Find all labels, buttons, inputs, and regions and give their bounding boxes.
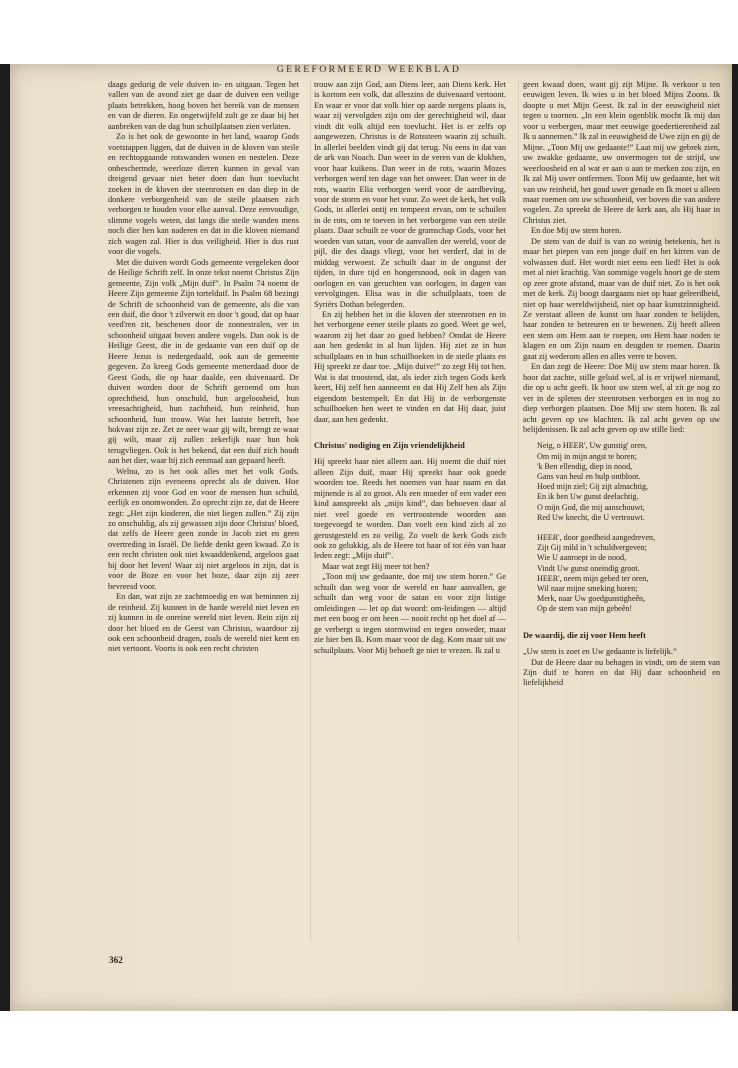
paragraph: Zo is het ook de gewoonte in het land, waarop Gods voetstappen liggen, dat de duiven in de kloven van steile en rechtopgaande rotswanden wonen en nestelen. Deze onbeschermde, weerloze dieren kunnen in geval van dreigend gevaar niet beter doen dan hun toevlucht zoeken in de kloven der steenrotsen en dan diep in de donkere verborgenheid van de steile plaatsen zich verborgen te houden voor elke aanval. Deze eenvoudige, slimme vogels weten, dat langs die steile wanden mens noch dier hen kan naderen en dat in die kloven niemand zich wagen zal. Hier is dus veiligheid. Hier is dus rust voor die vogels. <box>108 132 299 257</box>
verse-line: 'k Ben ellendig, diep in nood, <box>537 461 633 471</box>
verse-line: Red Uw knecht, die U vertrouwt. <box>537 512 645 522</box>
running-header: GEREFORMEERD WEEKBLAD <box>276 64 462 75</box>
verse-line: Zijt Gij mild in 't schuldvergeven; <box>537 543 647 553</box>
article-column-2 <box>314 80 506 950</box>
paragraph: „Toon mij uw gedaante, doe mij uw stem horen.” Ge schuilt dan weg voor de wereld en haar aanvallen, ge schuilt dan weg voor de satan en voor zijn listige omleidingen — let op dat woord: om-leidingen — altijd met een boog er om heen — nooit recht op het doel af — ge verbergt u tegen stormwind en tegen onweder, maar zie hier ben Ik. Kom maar voor de dag. Kom maar uit uw schuilplaats. Voor Mij behoeft ge niet te vrezen. Ik zal u <box>314 572 506 655</box>
paragraph: Welnu, zo is het ook alles met het volk Gods. Christenen zijn eveneens oprecht als de duiven. Hoe erkennen zij voor God en voor de mensen hun schuld, eerlijk en onomwonden. Zo oprecht zijn ze, dat de Heere zegt: „Het zijn kinderen, die niet liegen zullen.” Zij zijn zo onschuldig, als zij gewassen zijn door Christus' bloed, dat zelfs de Heere geen zonde in Jacob ziet en geen overtreding in Israël. De liefde denkt geen kwaad. Zo is een recht christen ook niet kwaaddenkend, argeloos gaat hij door het leven! Waar zij niet argeloos in zijn, dat is voor de Boze en voor het boze, daar zijn zij zeer bevreesd voor. <box>108 466 299 591</box>
paragraph: „Uw stem is zoet en Uw gedaante is liefelijk.” <box>523 647 677 657</box>
verse-line: Hoed mijn ziel; Gij zijt almachtig, <box>537 482 649 492</box>
column-divider <box>310 80 311 940</box>
paragraph: daags gedurig de vele duiven in- en uitgaan. Tegen het vallen van de avond ziet ge daar de duiven een veilige plaats betrekken, hoog boven het bereik van de mensen en van de dieren. En ongetwijfeld zult ge ze daar bij het aanbreken van de dag hun schuilplaatsen zien verlaten. <box>108 80 299 131</box>
paragraph: Dat de Heere daar nu behagen in vindt, om de stem van Zijn duif te horen en dat Hij daar schoonheid en liefelijkheid <box>523 657 720 688</box>
paragraph: trouw aan zijn God, aan Diens leer, aan Diens kerk. Het is kortom een volk, dat alleszins de duivenaard vertoont. En waar er voor dat volk hier op aarde nergens plaats is, waar zij vervolgden zijn om der gerechtigheid wil, daar vindt dit volk altijd een toevlucht. Het is er zelfs op aangewezen. Christus is de Rotssteen waarin zij schuilt. In allerlei beelden vindt gij dat terug. Nu eens in dat van de ark van Noach. Dan weer in de veren van de klokhen, voor haar kuikens. Dan weer in de rots, waarin Mozes verborgen werd ten dage van het onweer. Dan weer in de rots, waarin Elia verborgen werd voor de aardbeving, voor de storm en voor het vuur. Zo weet de kerk, het volk Gods, in allerlei ontij en tempeest ervan, om te schuilen in de rots, om te toeven in het verborgene van een steile plaats. Daar schuilt ze voor de gramschap Gods, voor het woeden van satan, voor de aanvallen der wereld, voor de pijl, die des daags vliegt, voor het verderf, dat in de middag verwoest. Ze schuilt daar in de ongunst der tijden, in dure tijd en hongersnood, ook in dagen van oorlogen en van geruchten van oorlogen, in dagen van vervolgingen. Elisa was in die schuilplaats, toen de Syriërs Dothan belegerden. <box>314 80 506 309</box>
stanza-gap <box>537 523 720 533</box>
page-number: 362 <box>109 956 123 966</box>
psalm-verse <box>537 441 720 614</box>
verse-line: Op de stem van mijn gebeên! <box>537 604 633 614</box>
paragraph: Hij spreekt haar niet alleen aan. Hij noemt die duif niet alleen Zijn duif, maar Hij spreekt haar ook goede woorden toe. Reeds het noemen van haar naam en dat mijnende is al zo groot. Als een moeder of een vader een kind aanspreekt als „mijn kind”, dan behoeven daar al niet veel goede en vertroostende woorden aan toegevoegd te worden. Dan voelt een kind zich al zo gerustgesteld en zo veilig. Zo voelt de kerk Gods zich ook zo gelukkig, als de Heere tot haar of tot één van haar leden zegt: „Mijn duif”. <box>314 457 506 561</box>
paragraph: En doe Mij uw stem horen. <box>531 226 622 236</box>
paragraph: En zij hebben het in die kloven der steenrotsen en in het verborgene eener steile plaats zo goed. Weet ge wel, waarom zij het daar zo goed hebben? Omdat de Heere aan hen gedenkt in al hun lijden. Hij ziet ze in hun schuilplaats en in hun schuilhoeken in de steile plaats en Hij spreekt ze daar toe. „Mijn duive!” zo zegt Hij tot hen. Wat is dat troostend, dat, als ieder zich tegen Gods kerk keert, Hij zelf hen aanneemt en dat Hij Zelf hen als Zijn eigendom bestempelt. En dat Hij in de verborgenste schuilhoeken hen weet te vinden en dat Hij daar, juist daar, aan hen gedenkt. <box>314 309 506 424</box>
section-heading: Christus' nodiging en Zijn vriendelijkheid <box>314 440 465 450</box>
verse-line: Vindt Uw gunst oneindig groot. <box>537 563 640 573</box>
verse-line: Neig, o HEER', Uw gunstig' oren, <box>537 441 647 451</box>
paragraph: En dan, wat zijn ze zachtmoedig en wat beminnen zij de reinheid. Zij kunnen in de harde wereld niet leven en zij kunnen in de onreine wereld niet leven. Rein zijn zij door het bloed en de Geest van Christus, waardoor zij ook een schoonheid dragen, zoals de wereld niet kent en niet vertoont. Voorts is ook een recht christen <box>108 592 299 654</box>
paragraph: geen kwaad doen, want gij zijt Mijne. Ik verkoor u ten eeuwigen leven. Ik wies u in het bloed Mijns Zoons. Ik doopte u met Mijn Geest. Ik zal in der eeuwigheid niet tegen u toornen. „In een klein ogenblik mocht Ik mij dan voor u verbergen, maar met eeuwige goedertierenheid zal Ik u aannemen.” Ik zal in eeuwigheid de Uwe zijn en gij de Mijne. „Toon Mij uw gedaante!” Laat mij uw gebrek zien, uw zwakke gedaante, uw onvermogen tot de strijd, uw weerloosheid en al wat er aan u aan te merken zou zijn, en Ik zal Mij uwer ontfermen. Toon Mij uw gedaante, het wit van uw reinheid, het goud uwer genade en Ik moet u alleen maar roemen om uw schoonheid, ver boven die van andere vogelen. Zo spreekt de Heere de kerk aan, als Hij haar in Christus ziet. <box>523 80 720 225</box>
article-column-1 <box>108 80 299 950</box>
paragraph: De stem van de duif is van zo weinig betekenis, het is maar het piepen van een jonge duif en het kirren van de volwassen duif. Het wordt niet eens een lied! Het is ook met al niet krachtig. Van sommige vogels hoort ge de stem op zeer grote afstand, maar van de duif niet. Zo is het ook met de kerk. Zij boogt daargaans niet op haar geleerdheid, niet op haar wereldwijsheid, niet op haar kunstzinnigheid. Ze verstaat alleen de kunst om haar zonden te belijden, haar zonden te betreuren en te bewenen. Zij heeft alleen een stem om Hem aan te roepen, om Hem haar noden te klagen en om Zijn naam en deugden te roemen. Daarin gaat zij wederom allen en alles verre te boven. <box>523 236 720 361</box>
verse-line: En ik ben Uw gunst deelachtig. <box>537 492 639 502</box>
verse-line: O mijn God, die mij aanschouwt, <box>537 502 645 512</box>
paragraph: Met die duiven wordt Gods gemeente vergeleken door de Heilige Schrift zelf. In onze tekst noemt Christus Zijn gemeente, Zijn volk „Mijn duif”. In Psalm 74 noemt de Heere Zijn gemeente Zijn tortelduif. In Psalm 68 bezingt de Schrift de schoonheid van de gemeente, als die van een duif, die door 't zilverwit en door 't goud, dat op haar veed'ren zit, beschenen door de zonnestralen, ver in schoonheid uitgaat boven andere vogels. Dan ook is de Heilige Geest, die in de gedaante van een duif op de Heere Jezus is nedergedaald, ook aan de gemeente gegeven. Zo kreeg Gods gemeente metterdaad door de Geest Gods, die op haar daalde, een duivenaard. De duiven worden door de Schrift geroemd om hun oprechtheid, hun onschuld, hun argeloosheid, hun vreesachtigheid, hun zachtheid, hun reinheid, hun schoonheid, hun trouw. Wat het laatste betreft, hoe hokvast zijn ze. Zet ze neer waar gij wilt, brengt ze waar gij wilt, maar zij zullen zekerlijk naar hun hok terugvliegen. Ook is het bekend, dat een duif zich houdt aan het dier, waar hij zich eenmaal aan gepaard heeft. <box>108 257 299 466</box>
verse-line: HEER', neem mijn gebed ter oren, <box>537 573 649 583</box>
verse-line: Merk, naar Uw goedgunstigheên, <box>537 594 646 604</box>
verse-line: Gans van heul en hulp ontbloot. <box>537 472 641 482</box>
paragraph: Maar wat zegt Hij meer tot hen? <box>322 561 430 571</box>
verse-line: Om mij in mijn angst te horen; <box>537 451 637 461</box>
verse-line: Wie U aanroept in de nood, <box>537 553 627 563</box>
article-column-3 <box>523 80 720 950</box>
paragraph: En dan zegt de Heere: Doe Mij uw stem maar horen. Ik hoor dat zachte, stille geluid wel, al is er vrijwel niemand, die op u acht geeft. Ik hoor uw stem wel, al zit ge nog zo ver in de spleten der steenrotsen verborgen en in nog zo diep verborgen plaatsen. Doe Mij uw stem horen. Ik zal acht geven op uw klachten. Ik zal acht geven op uw belijdenissen. Ik zal acht geven op uw stille lied: <box>523 362 720 434</box>
verse-line: Wil naar mijne smeking horen; <box>537 584 638 594</box>
section-heading: De waardij, die zij voor Hem heeft <box>523 630 646 640</box>
column-divider <box>518 80 519 940</box>
verse-line: HEER', door goedheid aangedreven, <box>537 533 656 543</box>
